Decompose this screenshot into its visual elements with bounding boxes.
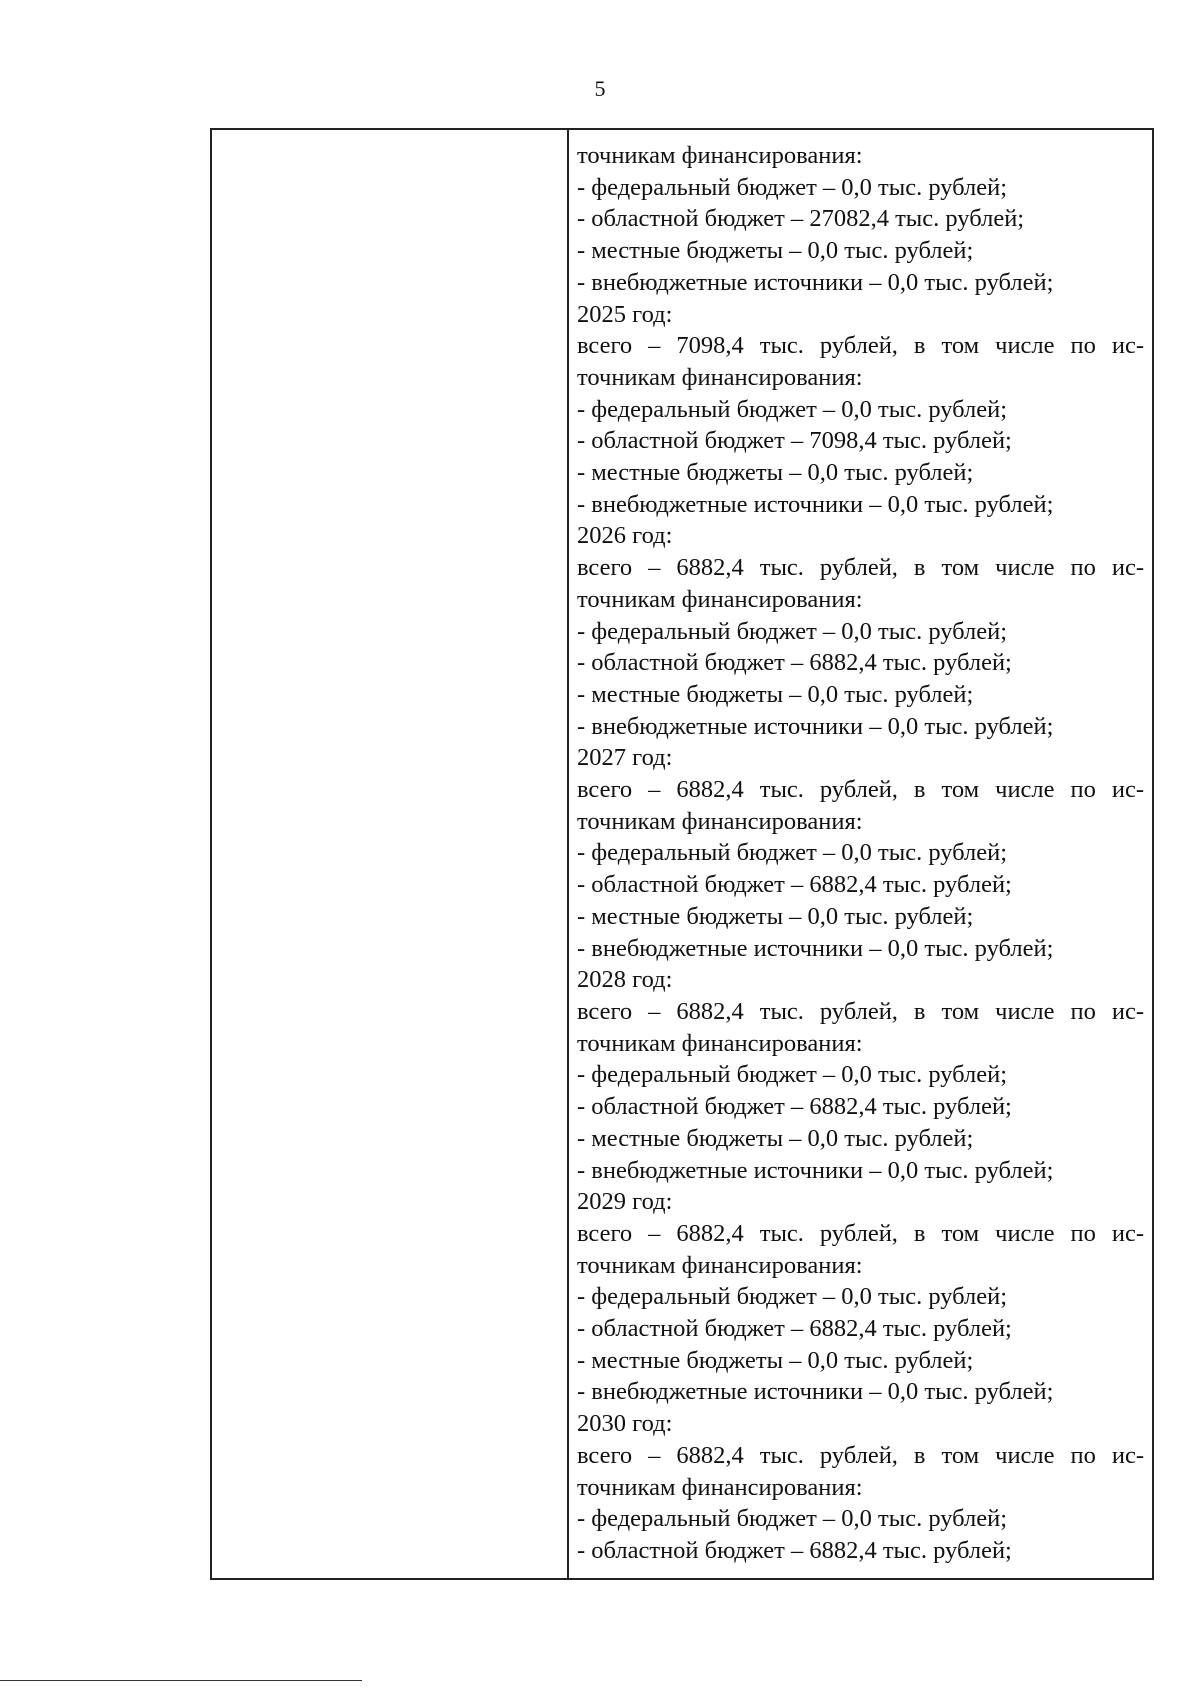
funding-line: всего – 6882,4 тыс. рублей, в том числе по ис- xyxy=(577,776,1144,804)
funding-line: - внебюджетные источники – 0,0 тыс. рублей; xyxy=(577,490,1054,518)
funding-line: - внебюджетные источники – 0,0 тыс. рублей; xyxy=(577,934,1054,962)
funding-line: точникам финансирования: xyxy=(577,585,863,613)
funding-line: всего – 6882,4 тыс. рублей, в том числе по ис- xyxy=(577,1219,1144,1247)
footnote-divider xyxy=(0,1680,362,1681)
funding-line: 2025 год: xyxy=(577,300,673,328)
funding-line: точникам финансирования: xyxy=(577,1473,863,1501)
table-left-cell xyxy=(212,130,569,1578)
funding-line: 2026 год: xyxy=(577,522,673,550)
funding-line: - местные бюджеты – 0,0 тыс. рублей; xyxy=(577,459,974,487)
funding-line: всего – 6882,4 тыс. рублей, в том числе по ис- xyxy=(577,1441,1144,1469)
page-number: 5 xyxy=(594,76,606,101)
funding-line: - областной бюджет – 6882,4 тыс. рублей; xyxy=(577,1315,1012,1343)
funding-line: - федеральный бюджет – 0,0 тыс. рублей; xyxy=(577,395,1008,423)
funding-line: всего – 6882,4 тыс. рублей, в том числе по ис- xyxy=(577,997,1144,1025)
funding-line: 2030 год: xyxy=(577,1410,673,1438)
funding-line: точникам финансирования: xyxy=(577,142,863,169)
funding-line: - местные бюджеты – 0,0 тыс. рублей; xyxy=(577,1124,974,1152)
funding-line: всего – 7098,4 тыс. рублей, в том числе по ис- xyxy=(577,332,1144,360)
funding-line: - местные бюджеты – 0,0 тыс. рублей; xyxy=(577,902,974,930)
funding-line: - внебюджетные источники – 0,0 тыс. рублей; xyxy=(577,268,1054,296)
funding-line: - областной бюджет – 7098,4 тыс. рублей; xyxy=(577,427,1012,455)
funding-line: точникам финансирования: xyxy=(577,1029,863,1057)
funding-line: - областной бюджет – 27082,4 тыс. рублей; xyxy=(577,205,1025,233)
funding-line: точникам финансирования: xyxy=(577,363,863,391)
funding-line: - внебюджетные источники – 0,0 тыс. рублей; xyxy=(577,712,1054,740)
funding-line: всего – 6882,4 тыс. рублей, в том числе по ис- xyxy=(577,554,1144,582)
funding-line: - федеральный бюджет – 0,0 тыс. рублей; xyxy=(577,173,1008,201)
funding-table xyxy=(210,128,1154,1580)
funding-line: - федеральный бюджет – 0,0 тыс. рублей; xyxy=(577,839,1008,867)
funding-line: - внебюджетные источники – 0,0 тыс. рублей; xyxy=(577,1156,1054,1184)
funding-line: - местные бюджеты – 0,0 тыс. рублей; xyxy=(577,1346,974,1374)
table-right-cell xyxy=(569,130,1152,1578)
funding-line: - областной бюджет – 6882,4 тыс. рублей; xyxy=(577,871,1012,899)
funding-line: - местные бюджеты – 0,0 тыс. рублей; xyxy=(577,680,974,708)
funding-line: точникам финансирования: xyxy=(577,807,863,835)
funding-line: 2027 год: xyxy=(577,744,673,772)
funding-line: - федеральный бюджет – 0,0 тыс. рублей; xyxy=(577,1283,1008,1311)
funding-line: - федеральный бюджет – 0,0 тыс. рублей; xyxy=(577,617,1008,645)
funding-line: - областной бюджет – 6882,4 тыс. рублей; xyxy=(577,649,1012,677)
funding-line: - федеральный бюджет – 0,0 тыс. рублей; xyxy=(577,1505,1008,1533)
funding-line: 2028 год: xyxy=(577,966,673,994)
funding-line: - областной бюджет – 6882,4 тыс. рублей; xyxy=(577,1093,1012,1121)
funding-line: точникам финансирования: xyxy=(577,1251,863,1279)
funding-line: - федеральный бюджет – 0,0 тыс. рублей; xyxy=(577,1061,1008,1089)
funding-line: 2029 год: xyxy=(577,1188,673,1216)
funding-line: - областной бюджет – 6882,4 тыс. рублей; xyxy=(577,1536,1012,1564)
funding-line: - внебюджетные источники – 0,0 тыс. рублей; xyxy=(577,1378,1054,1406)
funding-line: - местные бюджеты – 0,0 тыс. рублей; xyxy=(577,237,974,265)
